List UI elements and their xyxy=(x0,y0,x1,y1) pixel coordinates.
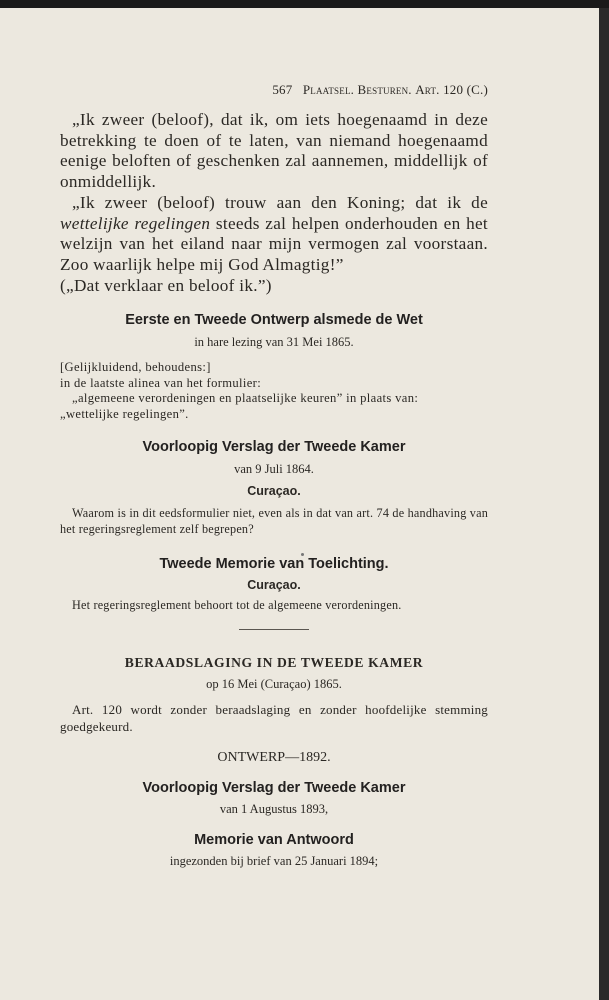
oath-paragraph-3: („Dat verklaar en beloof ik.”) xyxy=(60,275,272,295)
page-number: 567 xyxy=(272,82,293,97)
page-content xyxy=(60,82,488,869)
place-heading: Curaçao. xyxy=(247,578,301,593)
text-line: in de laatste alinea van het formulier: xyxy=(60,375,262,390)
running-title: Plaatsel. Besturen. xyxy=(302,82,412,97)
oath-italic-phrase: wettelijke regelingen xyxy=(60,213,211,233)
running-header xyxy=(60,82,488,98)
section-subheading: van 9 Juli 1864. xyxy=(234,461,314,476)
text-line: „wettelijke regelingen”. xyxy=(60,406,189,421)
section-subheading: van 1 Augustus 1893, xyxy=(219,801,329,816)
oath-text xyxy=(60,110,488,296)
section-heading: Eerste en Tweede Ontwerp alsmede de Wet xyxy=(125,312,423,329)
place-heading: Curaçao. xyxy=(247,483,301,498)
section-subheading: in hare lezing van 31 Mei 1865. xyxy=(194,335,354,350)
text-line: [Gelijkluidend, behoudens:] xyxy=(60,360,211,375)
section-heading: Voorloopig Verslag der Tweede Kamer xyxy=(142,438,406,455)
oath-paragraph-2 xyxy=(60,193,488,276)
article-ref: Art. 120 (C.) xyxy=(415,82,488,97)
body-paragraph: Art. 120 wordt zonder beraadslaging en zonder hoofdelijke stemming goedgekeurd. xyxy=(60,701,488,734)
section-heading: BERAADSLAGING IN DE TWEEDE KAMER xyxy=(124,654,424,670)
body-paragraph: Het regeringsreglement behoort tot de algemeene verordeningen. xyxy=(72,598,402,613)
oath-paragraph-1: „Ik zweer (beloof), dat ik, om iets hoegenaamd in deze betrekking te doen of te laten, van niemand hoegenaamd eenige beloften of geschenken zal aannemen, middellijk of onmiddellijk. xyxy=(60,110,488,192)
body-paragraph: Waarom is in dit eedsformulier niet, even als in dat van art. 74 de handhaving van het regeringsreglement zelf begrepen? xyxy=(60,505,488,536)
section-heading: Tweede Memorie van Toelichting. xyxy=(159,556,389,573)
oath-p2-end: steeds zal helpen onderhouden en het welzijn van het eiland naar mijn vermogen zal voorstaan. Zoo waarlijk helpe mij God Almagtig!” xyxy=(60,213,488,274)
section-heading: Memorie van Antwoord xyxy=(194,831,354,848)
text-line: „algemeene verordeningen en plaatselijke keuren” in plaats van: xyxy=(72,391,419,406)
oath-p2-start: „Ik zweer (beloof) trouw aan den Koning; dat ik de xyxy=(72,192,488,212)
page-edge xyxy=(599,8,609,1000)
section-subheading: ingezonden bij brief van 25 Januari 1894; xyxy=(169,853,379,868)
section-subheading: op 16 Mei (Curaçao) 1865. xyxy=(206,676,342,691)
section-heading: Voorloopig Verslag der Tweede Kamer xyxy=(142,779,406,796)
section-heading: ONTWERP—1892. xyxy=(217,749,331,765)
